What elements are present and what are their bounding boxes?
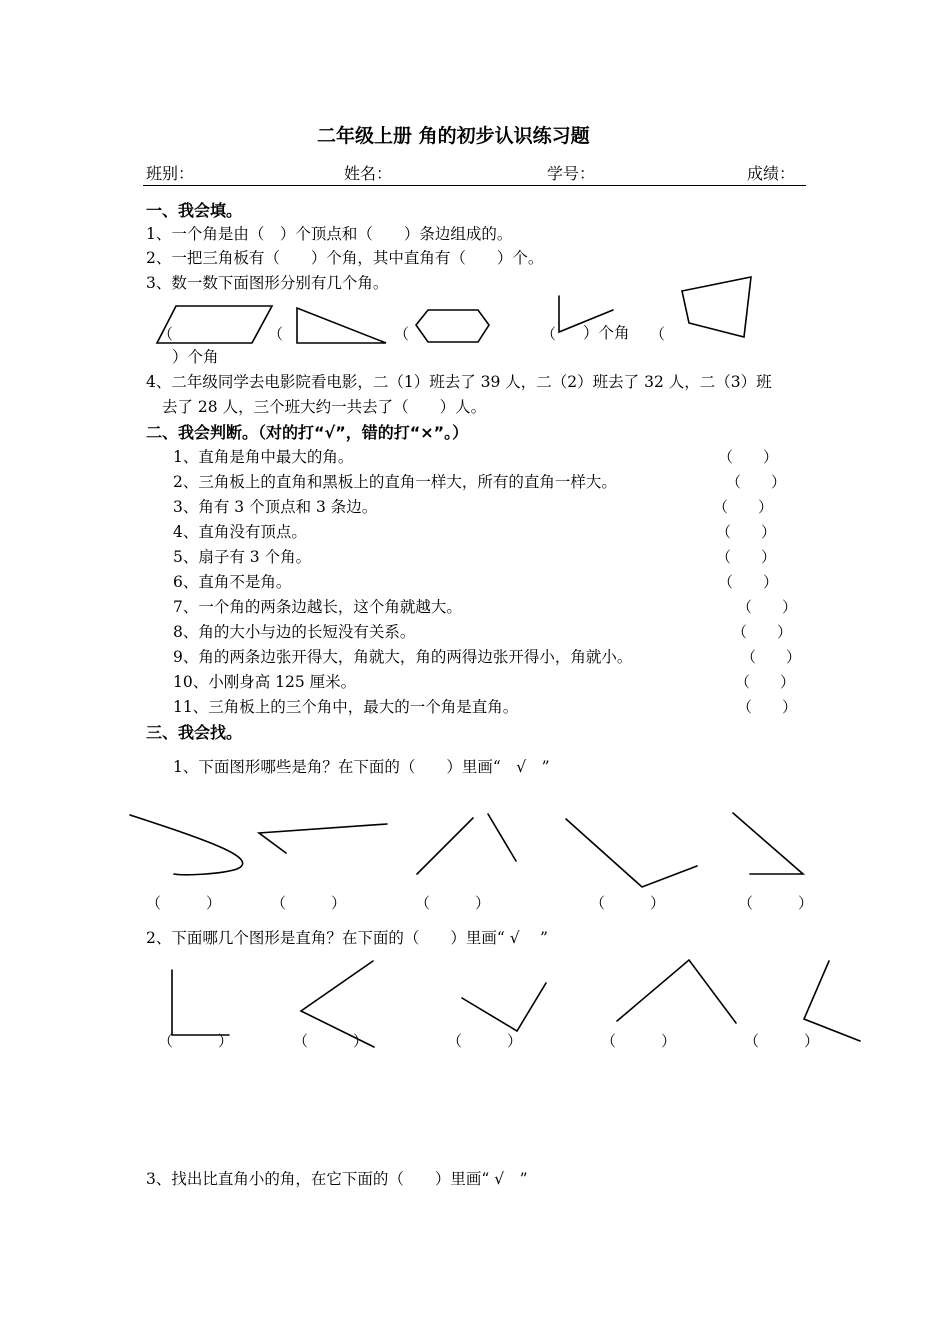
judge-item-10: 10、小刚身高 125 厘米。 — [173, 673, 357, 691]
acute-angle-figure-2 — [733, 813, 803, 874]
part1-question-3: 3、数一数下面图形分别有几个角。 — [146, 274, 389, 292]
judge-blank-8[interactable]: （ ） — [732, 623, 793, 641]
p3q1-blank-5[interactable]: （ ） — [738, 894, 814, 912]
parallelogram-figure — [157, 306, 272, 343]
disjoint-segment-a — [417, 818, 473, 874]
judge-item-7: 7、一个角的两条边越长，这个角就越大。 — [173, 598, 462, 616]
judge-item-9: 9、角的两条边张开得大，角就大，角的两得边张开得小，角就小。 — [173, 648, 633, 666]
p3q2-blank-1[interactable]: （ ） — [158, 1032, 234, 1050]
part1-question-4-line1: 4、二年级同学去电影院看电影，二（1）班去了 39 人，二（2）班去了 32 人，二（3）班 — [146, 373, 772, 391]
name-label: 姓名： — [344, 164, 393, 183]
score-label: 成绩： — [747, 164, 796, 183]
part2-heading: 二、我会判断。（对的打“√”，错的打“×”。） — [146, 423, 469, 442]
curve-figure — [130, 815, 243, 875]
p3q1-blank-1[interactable]: （ ） — [146, 894, 222, 912]
p3q2-blank-4[interactable]: （ ） — [601, 1032, 677, 1050]
p3q1-blank-4[interactable]: （ ） — [590, 894, 666, 912]
p3q1-blank-2[interactable]: （ ） — [271, 894, 347, 912]
judge-item-1: 1、直角是角中最大的角。 — [173, 448, 354, 466]
judge-blank-10[interactable]: （ ） — [735, 673, 796, 691]
judge-item-4: 4、直角没有顶点。 — [173, 523, 307, 541]
class-label: 班别： — [146, 164, 195, 183]
part1-heading: 一、我会填。 — [146, 201, 243, 220]
acute-angle-figure — [559, 296, 613, 332]
judge-item-2: 2、三角板上的直角和黑板上的直角一样大，所有的直角一样大。 — [173, 473, 617, 491]
part1-question-4-line2: 去了 28 人，三个班大约一共去了（ ）人。 — [162, 398, 487, 416]
part1-question-2: 2、一把三角板有（ ）个角，其中直角有（ ）个。 — [146, 249, 544, 267]
p3q2-blank-5[interactable]: （ ） — [744, 1032, 820, 1050]
q3-blank-open-5: （ — [650, 325, 666, 343]
angle-figure-5 — [617, 960, 736, 1023]
bowtie-figure — [682, 277, 751, 337]
judge-item-11: 11、三角板上的三个角中，最大的一个角是直角。 — [173, 698, 519, 716]
p3q2-blank-3[interactable]: （ ） — [447, 1032, 523, 1050]
judge-blank-9[interactable]: （ ） — [741, 648, 802, 666]
q3-blank-open-1: （ — [158, 325, 174, 343]
judge-item-6: 6、直角不是角。 — [173, 573, 292, 591]
right-angle-figure — [172, 970, 229, 1035]
part3-question-1: 1、下面图形哪些是角？在下面的（ ）里画“ √ ” — [173, 758, 550, 776]
p3q1-blank-3[interactable]: （ ） — [415, 894, 491, 912]
judge-blank-6[interactable]: （ ） — [718, 573, 779, 591]
p3q2-blank-2[interactable]: （ ） — [293, 1032, 369, 1050]
angle-figure-4 — [462, 983, 546, 1031]
part3-heading: 三、我会找。 — [146, 723, 243, 742]
part1-question-1: 1、一个角是由（ ）个顶点和（ ）条边组成的。 — [146, 225, 513, 243]
judge-item-5: 5、扇子有 3 个角。 — [173, 548, 312, 566]
angle-figure-6 — [804, 961, 860, 1041]
judge-blank-7[interactable]: （ ） — [737, 598, 798, 616]
judge-blank-1[interactable]: （ ） — [718, 448, 779, 466]
hexagon-figure — [416, 310, 489, 342]
part3-question-2: 2、下面哪几个图形是直角？在下面的（ ）里画“ √ ” — [146, 929, 548, 947]
judge-blank-11[interactable]: （ ） — [737, 698, 798, 716]
part3-question-3: 3、找出比直角小的角，在它下面的（ ）里画“ √ ” — [146, 1170, 528, 1188]
judge-blank-5[interactable]: （ ） — [716, 548, 777, 566]
acute-angle-figure-3 — [301, 961, 374, 1047]
q3-wrap-label: ）个角 — [172, 348, 219, 366]
judge-item-8: 8、角的大小与边的长短没有关系。 — [173, 623, 416, 641]
q3-blank-open-4: （ — [541, 325, 557, 343]
right-triangle-figure — [297, 308, 386, 343]
page-title: 二年级上册 角的初步认识练习题 — [317, 125, 590, 147]
judge-item-3: 3、角有 3 个顶点和 3 条边。 — [173, 498, 378, 516]
judge-blank-4[interactable]: （ ） — [716, 523, 777, 541]
student-number-label: 学号： — [547, 164, 596, 183]
q3-blank-open-3: （ — [394, 325, 410, 343]
obtuse-angle-figure — [566, 819, 697, 887]
judge-blank-2[interactable]: （ ） — [726, 473, 787, 491]
open-segments-figure — [259, 824, 387, 853]
q3-blank-open-2: （ — [268, 325, 284, 343]
disjoint-segment-b — [488, 814, 516, 861]
judge-blank-3[interactable]: （ ） — [713, 498, 774, 516]
q3-angle-count-label: ）个角 — [583, 324, 630, 342]
